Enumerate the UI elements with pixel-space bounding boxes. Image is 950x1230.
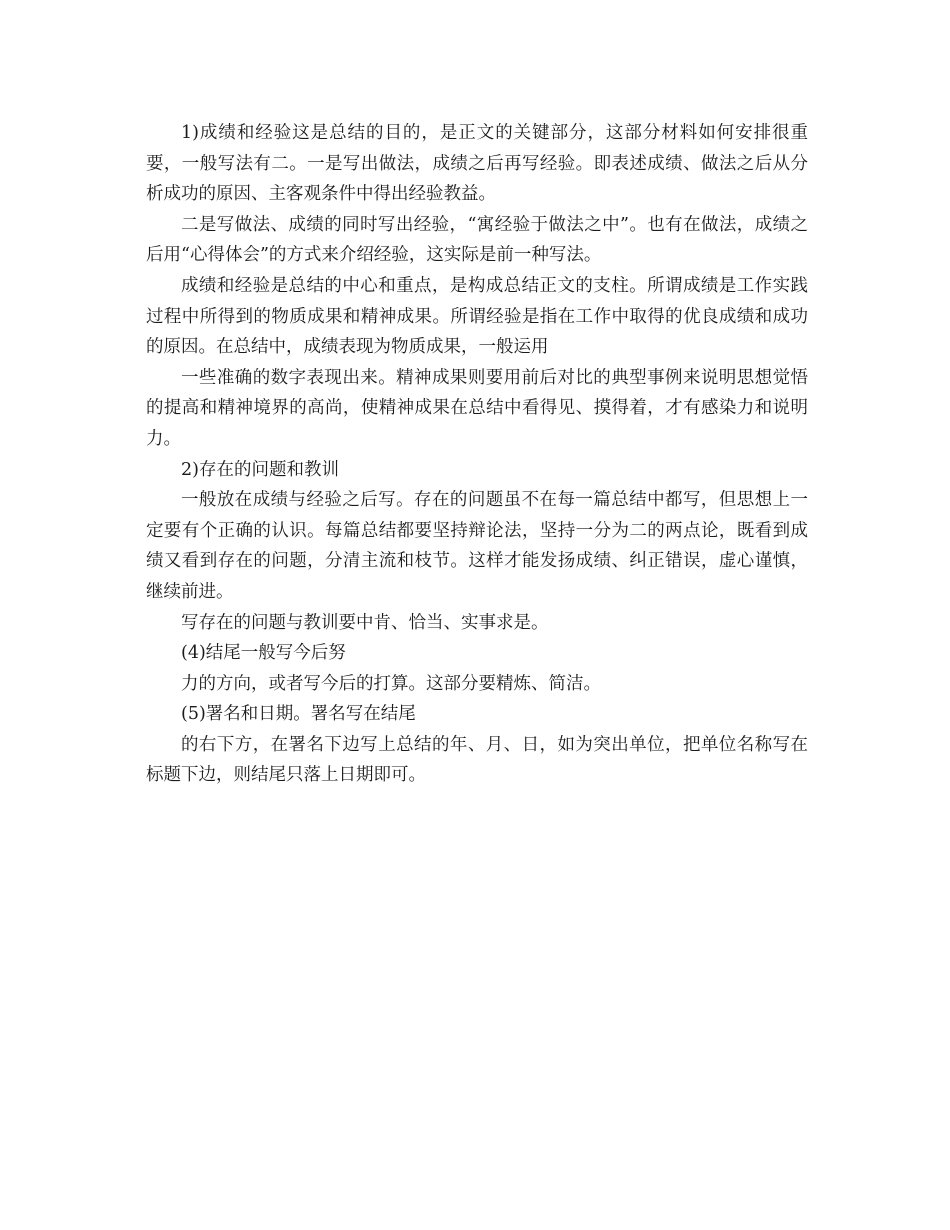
section-heading-signature-date: (5)署名和日期。署名写在结尾 [181,704,416,725]
paragraph-signature-placement: 的右下方，在署名下边写上总结的年、月、日，如为突出单位，把单位名称写在标题下边，则结尾只落上日期即可。 [146,734,808,786]
paragraph-second-method: 二是写做法、成绩的同时写出经验，“寓经验于做法之中”。也有在做法，成绩之后用“心得体会”的方式来介绍经验，这实际是前一种写法。 [146,214,808,266]
paragraph-problems-lessons: 一般放在成绩与经验之后写。存在的问题虽不在每一篇总结中都写，但思想上一定要有个正确的认识。每篇总结都要坚持辩论法，坚持一分为二的两点论，既看到成绩又看到存在的问题，分清主流和枝节。这样才能发扬成绩、纠正错误，虚心谨慎，继续前进。 [146,490,808,602]
section-heading-problems: 2)存在的问题和教训 [181,459,339,480]
paragraph-write-problems: 写存在的问题与教训要中肯、恰当、实事求是。 [181,612,549,633]
document-body [146,118,808,791]
paragraph-ending-direction: 力的方向，或者写今后的打算。这部分要精炼、简洁。 [181,673,601,694]
section-heading-ending: (4)结尾一般写今后努 [181,643,346,664]
paragraph-center-focus: 成绩和经验是总结的中心和重点，是构成总结正文的支柱。所谓成绩是工作实践过程中所得到的物质成果和精神成果。所谓经验是指在工作中取得的优良成绩和成功的原因。在总结中，成绩表现为物质成果，一般运用 [146,275,808,358]
paragraph-achievements-experience: 1)成绩和经验这是总结的目的，是正文的关键部分，这部分材料如何安排很重要，一般写法有二。一是写出做法，成绩之后再写经验。即表述成绩、做法之后从分析成功的原因、主客观条件中得出经验教益。 [146,123,808,205]
paragraph-numbers-spirit: 一些准确的数字表现出来。精神成果则要用前后对比的典型事例来说明思想觉悟的提高和精神境界的高尚，使精神成果在总结中看得见、摸得着，才有感染力和说明力。 [146,367,808,449]
